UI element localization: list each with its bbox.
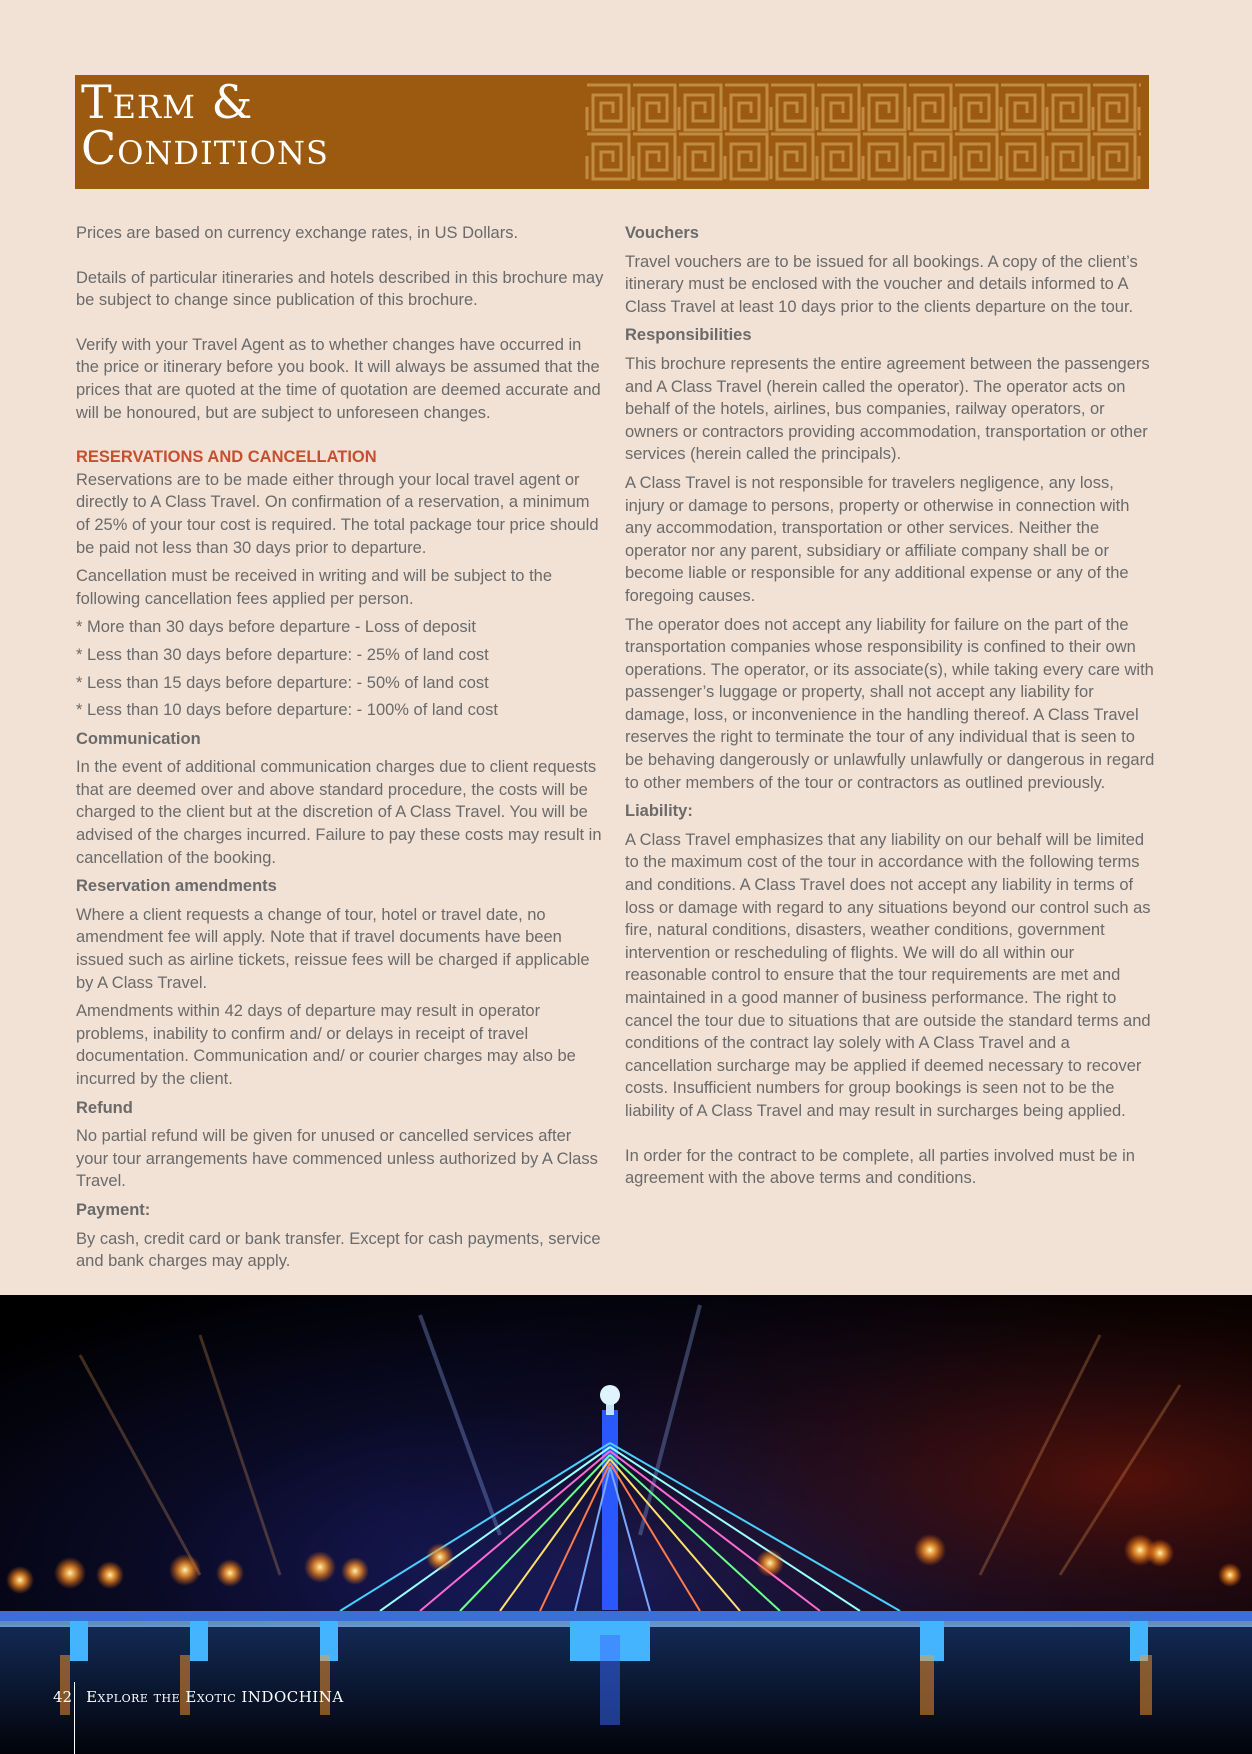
communication-heading: Communication <box>76 729 201 748</box>
bridge-illustration <box>0 1295 1252 1754</box>
refund-paragraph: No partial refund will be given for unused or cancelled services after your tour arrangements have commenced unless authorized by A Class Travel. <box>76 1127 598 1191</box>
currency-note: Prices are based on currency exchange rates, in US Dollars. <box>76 224 519 242</box>
footer-divider <box>74 1682 75 1754</box>
cancellation-fee-item: * Less than 10 days before departure: - 100% of land cost <box>76 701 498 720</box>
cancellation-fee-item: * More than 30 days before departure - Loss of deposit <box>76 618 476 637</box>
responsibilities-heading: Responsibilities <box>625 326 752 345</box>
cancellation-fee-item: * Less than 15 days before departure: - 50% of land cost <box>76 673 489 692</box>
payment-heading: Payment: <box>76 1200 151 1219</box>
itinerary-note: Details of particular itineraries and hotels described in this brochure may be subject to change since publication of this brochure. <box>76 268 604 310</box>
page-title <box>81 75 329 175</box>
verify-note: Verify with your Travel Agent as to whether changes have occurred in the price or itinerary before you book. It will always be assumed that the prices that are quoted at the time of quotation are deemed accurate and will be honoured, but are subject to unforeseen changes. <box>76 335 601 422</box>
communication-paragraph: In the event of additional communication charges due to client requests that are deemed over and above standard procedure, the costs will be charged to the client but at the discretion of A Class Travel. You will be advised of the charges incurred. Failure to pay these costs may result in cancellation of the booking. <box>76 758 602 867</box>
page-footer <box>53 1688 344 1706</box>
title-line-1: Term & <box>81 75 254 129</box>
cancellation-paragraph: Cancellation must be received in writing and will be subject to the following cancellation fees applied per person. <box>76 567 553 608</box>
amendments-paragraph-2: Amendments within 42 days of departure may result in operator problems, inability to confirm and/ or delays in receipt of travel documentation. Communication and/ or courier charges may also be incurred by the client. <box>76 1002 576 1088</box>
title-banner <box>75 75 1149 189</box>
reservations-paragraph: Reservations are to be made either through your local travel agent or directly to A Class Travel. On confirmation of a reservation, a minimum of 25% of your tour cost is required. The total package tour price should be paid not less than 30 days prior to departure. <box>76 470 599 557</box>
responsibilities-paragraph-3: The operator does not accept any liability for failure on the part of the transportation companies whose responsibility is confined to their own operations. The operator, or its associate(s), while taking every care with passenger’s luggage or property, shall not accept any liability for damage, loss, or inconvenience in the handling thereof. A Class Travel reserves the right to terminate the tour of any individual that is seen to be behaving dangerously or unlawfully unlawfully or dangerous in regard to other members of the tour or contractors as outlined previously. <box>625 615 1155 792</box>
closing-paragraph: In order for the contract to be complete, all parties involved must be in agreement with the above terms and conditions. <box>625 1146 1135 1188</box>
reservations-heading: RESERVATIONS AND CANCELLATION <box>76 448 377 467</box>
amendments-heading: Reservation amendments <box>76 877 277 896</box>
right-column <box>625 222 1155 1196</box>
left-column <box>76 222 606 1279</box>
bridge-night-photo <box>0 1295 1252 1754</box>
responsibilities-paragraph: This brochure represents the entire agreement between the passengers and A Class Travel (herein called the operator). The operator acts on behalf of the hotels, airlines, bus companies, railway operators, or owners or contractors providing accommodation, transportation or other services (herein called the principals). <box>625 354 1150 464</box>
title-line-2: Conditions <box>81 121 329 175</box>
footer-label: Explore the Exotic INDOCHINA <box>86 1688 344 1706</box>
page-number: 42 <box>53 1688 73 1706</box>
liability-heading: Liability: <box>625 802 693 821</box>
vouchers-heading: Vouchers <box>625 224 699 242</box>
responsibilities-paragraph-2: A Class Travel is not responsible for travelers negligence, any loss, injury or damage to persons, property or otherwise in connection with any accommodation, transportation or other services. Neither the operator nor any parent, subsidiary or affiliate company shall be or become liable or responsible for any additional expense or any of the foregoing causes. <box>625 473 1130 605</box>
vouchers-paragraph: Travel vouchers are to be issued for all bookings. A copy of the client’s itinerary must be enclosed with the voucher and details informed to A Class Travel at least 10 days prior to the clients departure on the tour. <box>625 252 1138 316</box>
payment-paragraph: By cash, credit card or bank transfer. Except for cash payments, service and bank charges may apply. <box>76 1229 601 1271</box>
cancellation-fee-item: * Less than 30 days before departure: - 25% of land cost <box>76 645 489 664</box>
amendments-paragraph: Where a client requests a change of tour, hotel or travel date, no amendment fee will apply. Note that if travel documents have been issued such as airline tickets, reissue fees will be charged if applicable by A Class Travel. <box>76 905 590 992</box>
refund-heading: Refund <box>76 1098 133 1117</box>
fret-pattern-decoration <box>585 83 1141 181</box>
liability-paragraph: A Class Travel emphasizes that any liability on our behalf will be limited to the maximum cost of the tour in accordance with the following terms and conditions. A Class Travel does not accept any liability in terms of loss or damage with regard to any situations beyond our control such as fire, natural conditions, disasters, weather conditions, government intervention or rescheduling of flights. We will do all within our reasonable control to ensure that the tour requirements are met and maintained in a good manner of business performance. The right to cancel the tour due to situations that are outside the standard terms and conditions of the contract lay solely with A Class Travel and a cancellation surcharge may be applied if deemed necessary to recover costs. Insufficient numbers for group bookings is seen not to be the liability of A Class Travel and may result in surcharges being applied. <box>625 830 1151 1120</box>
